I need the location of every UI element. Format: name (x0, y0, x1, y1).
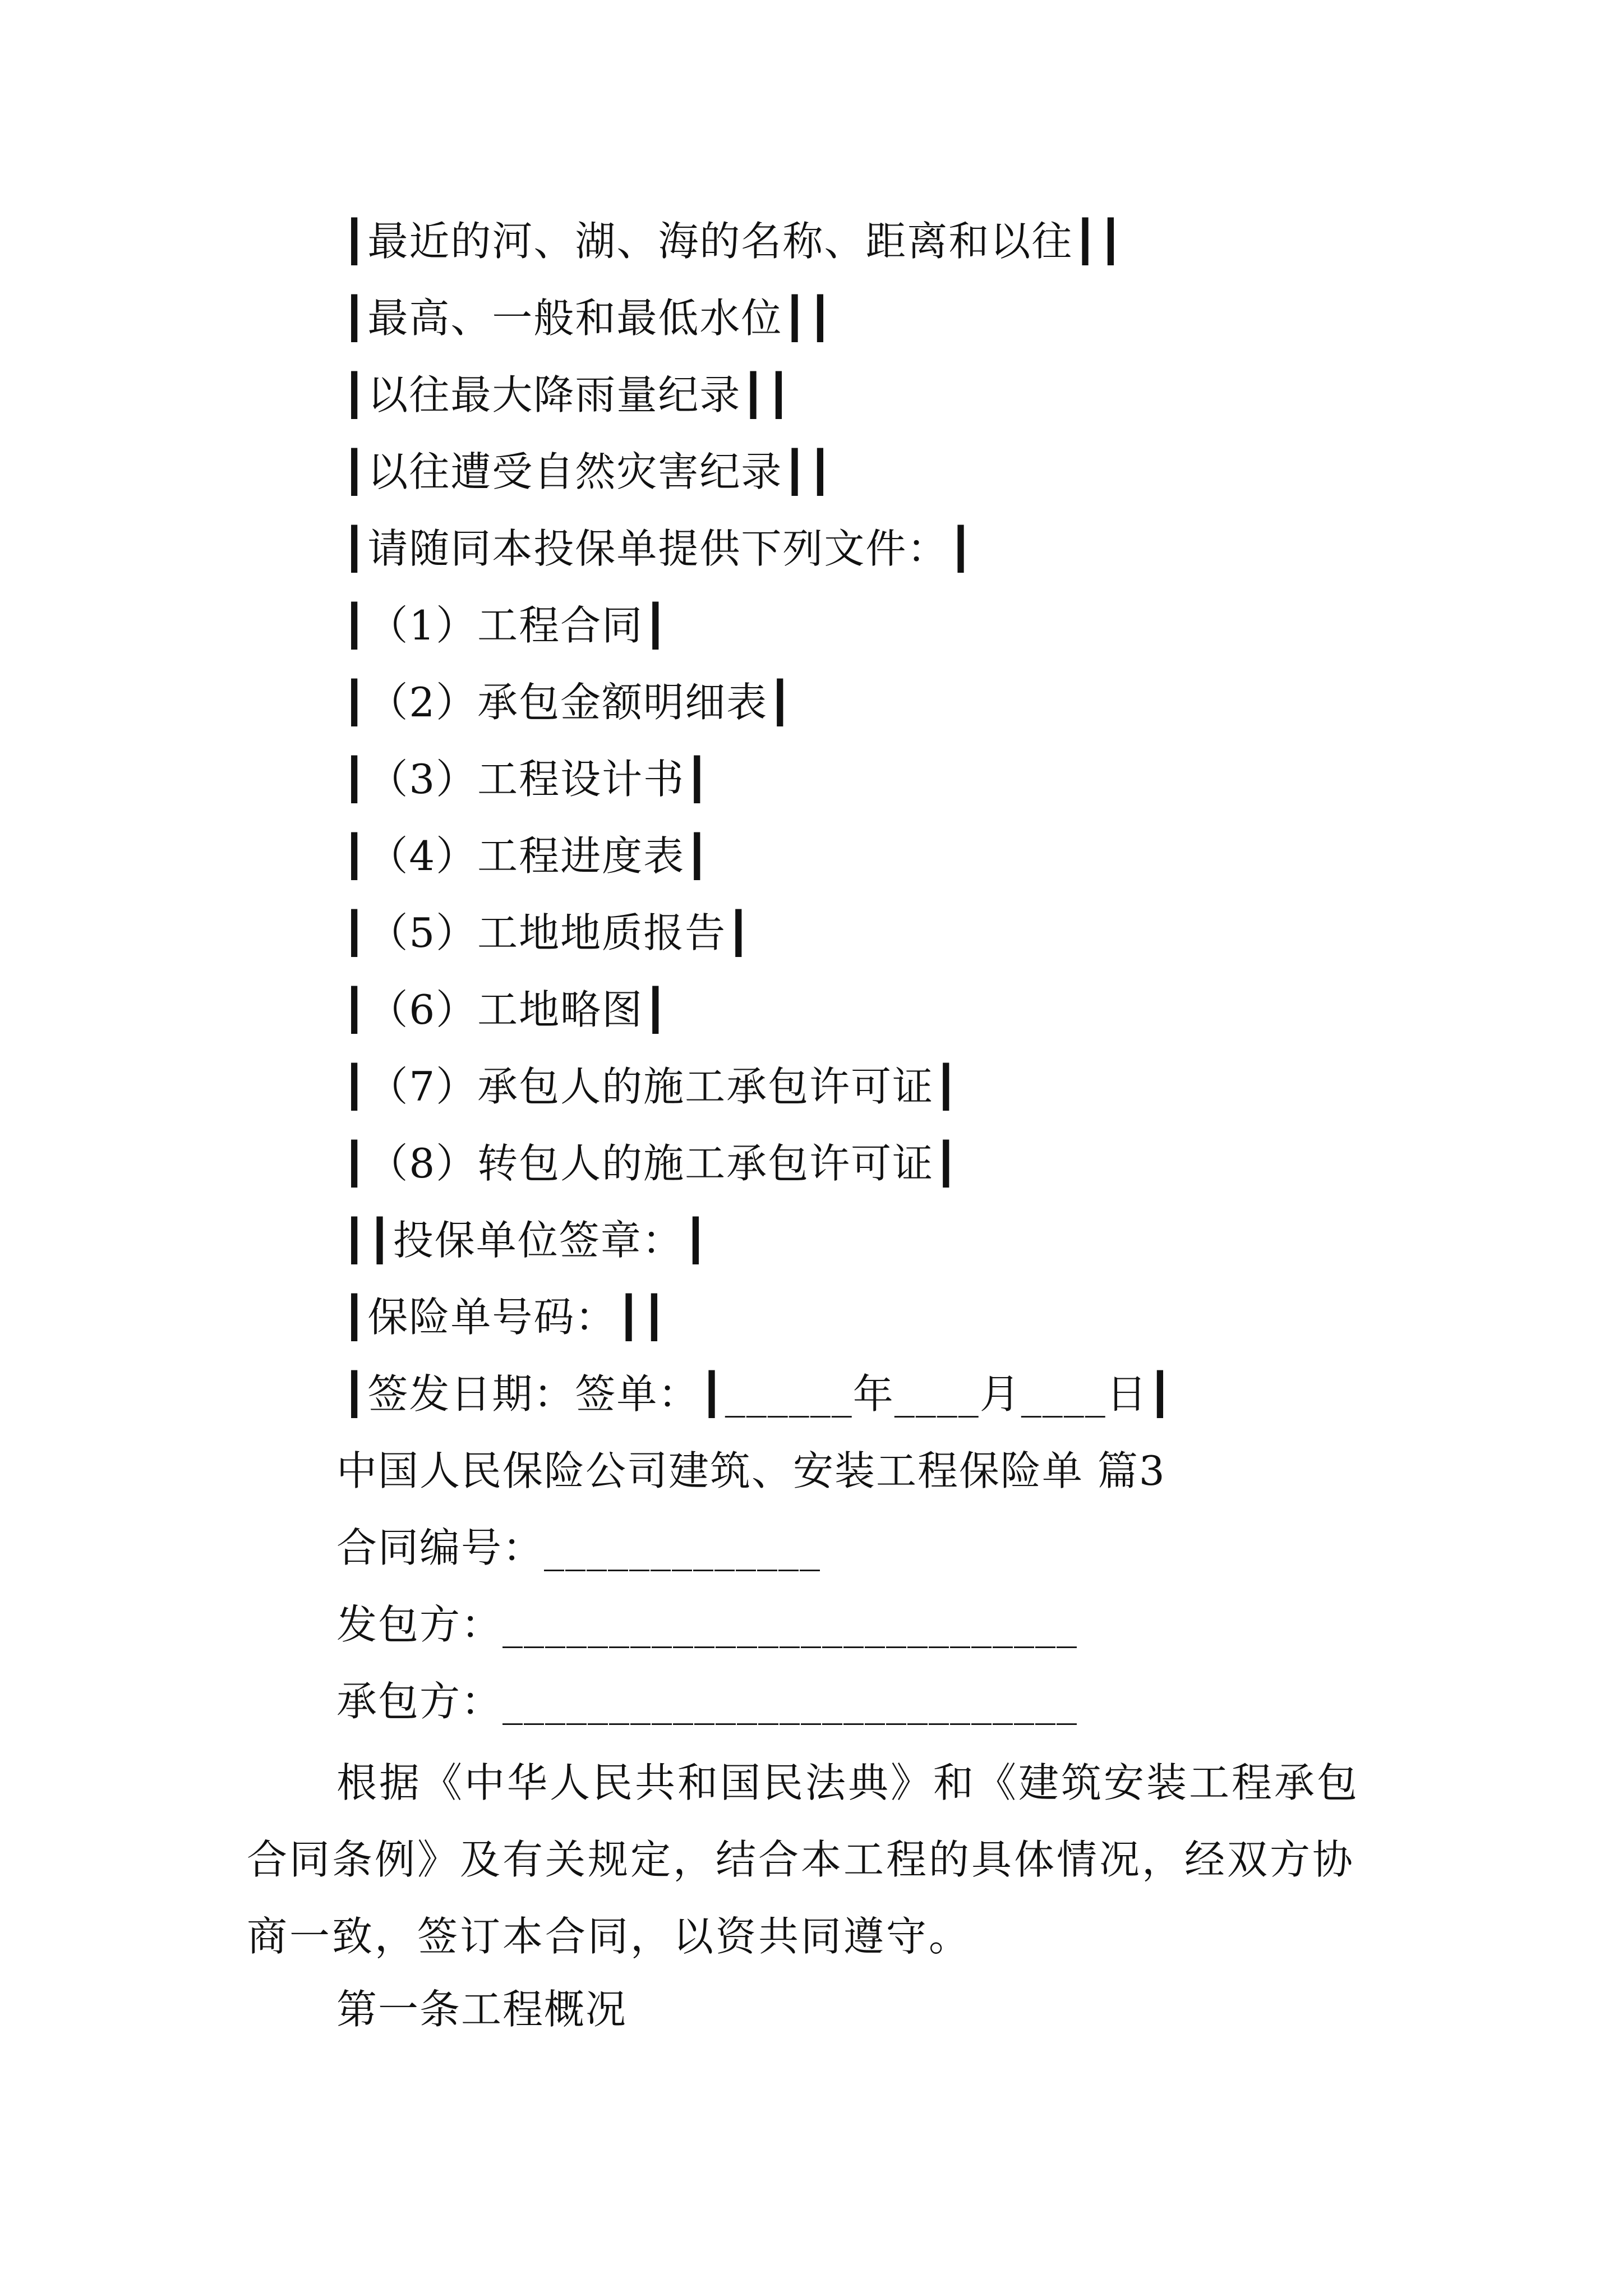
table-row: ┃以往遭受自然灾害纪录┃┃ (342, 448, 834, 495)
table-row: ┃（7）承包人的施工承包许可证┃ (342, 1063, 960, 1110)
employer-field: 发包方：___________________________ (336, 1601, 1078, 1648)
table-row: ┃（1）工程合同┃ (342, 602, 669, 649)
table-row: ┃以往最大降雨量纪录┃┃ (342, 371, 792, 418)
table-row: ┃最高、一般和最低水位┃┃ (342, 295, 834, 342)
intro-paragraph: 根据《中华人民共和国民法典》和《建筑安装工程承包合同条例》及有关规定，结合本工程的具体情况，经双方协商一致，签订本合同，以资共同遵守。 (247, 1759, 1360, 1960)
contractor-field: 承包方：___________________________ (336, 1678, 1078, 1725)
table-row: ┃签发日期：签单：┃______年____月____日┃ (342, 1370, 1174, 1418)
table-row: ┃┃投保单位签章：┃ (342, 1217, 709, 1264)
table-row: ┃（8）转包人的施工承包许可证┃ (342, 1140, 960, 1187)
contract-number-field: 合同编号：_____________ (336, 1524, 822, 1571)
section-title: 中国人民保险公司建筑、安装工程保险单 篇3 (336, 1447, 1166, 1494)
table-row: ┃请随同本投保单提供下列文件：┃ (342, 525, 974, 572)
table-row: ┃（2）承包金额明细表┃ (342, 679, 794, 726)
table-row: ┃（5）工地地质报告┃ (342, 909, 752, 956)
table-row: ┃最近的河、湖、海的名称、距离和以往┃┃ (342, 218, 1124, 265)
table-row: ┃（4）工程进度表┃ (342, 832, 711, 880)
table-row: ┃（3）工程设计书┃ (342, 756, 711, 803)
table-row: ┃（6）工地略图┃ (342, 986, 669, 1033)
article-heading: 第一条工程概况 (336, 1986, 628, 2033)
table-row: ┃保险单号码：┃┃ (342, 1294, 668, 1341)
